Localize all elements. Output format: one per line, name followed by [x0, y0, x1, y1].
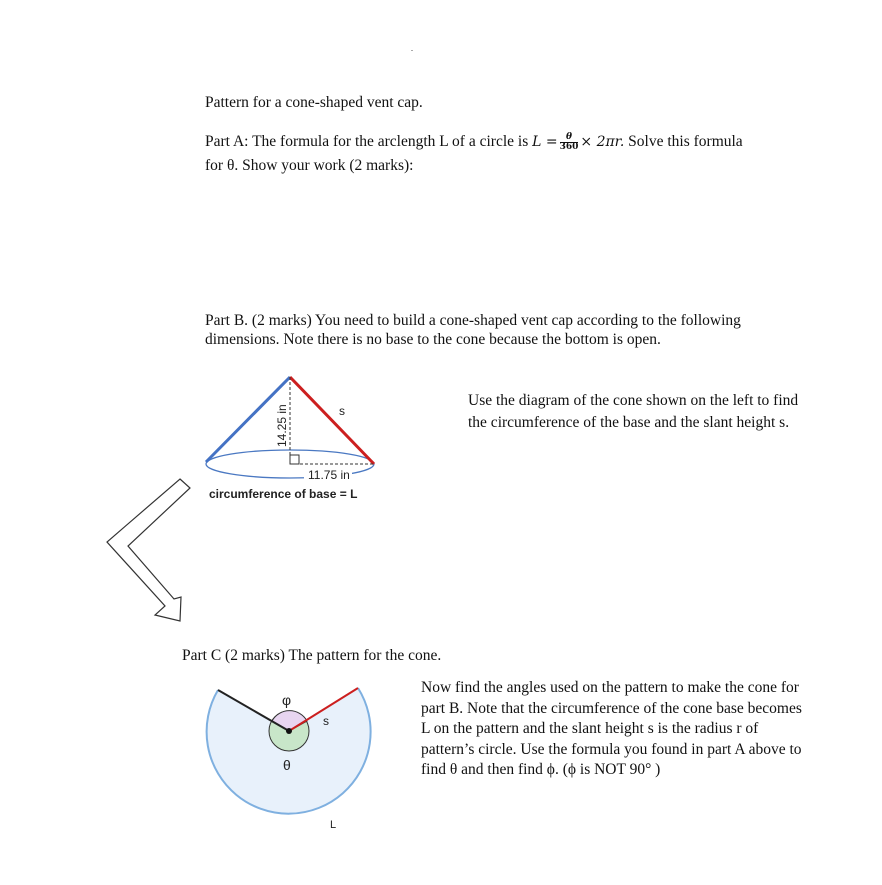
- formula-rhs: × 2πr.: [580, 134, 625, 150]
- radius-label: 11.75 in: [308, 468, 350, 482]
- part-b-line-2: dimensions. Note there is no base to the cone because the bottom is open.: [205, 331, 661, 348]
- part-b-line-1: Part B. (2 marks) You need to build a cone-shaped vent cap according to the following: [205, 312, 741, 329]
- part-a-line-2: for θ. Show your work (2 marks):: [205, 157, 414, 174]
- part-c-heading: Part C (2 marks) The pattern for the cone.: [182, 647, 442, 664]
- part-a-after: Solve this formula: [624, 133, 743, 150]
- arc-label: L: [330, 819, 337, 831]
- phi-label: φ: [282, 692, 292, 708]
- slant-label: s: [339, 404, 345, 418]
- part-b-instruction: Use the diagram of the cone shown on the left to find the circumference of the base and the slant height s.: [468, 392, 799, 431]
- theta-label: θ: [283, 757, 291, 773]
- formula-lhs: L =: [532, 134, 558, 150]
- fraction-numerator: θ: [560, 133, 579, 143]
- base-caption: circumference of base = L: [209, 487, 358, 501]
- s-label: s: [323, 714, 329, 728]
- part-c-instruction: Now find the angles used on the pattern to make the cone for part B. Note that the circumference of the cone base becomes L on the pattern and the slant height s is the radius r of pattern’s circle. Use the formula you found in part A above to find θ and then find ϕ. (ϕ is NOT 90° ): [421, 679, 802, 778]
- height-label: 14.25 in: [275, 404, 289, 447]
- pattern-center: [286, 728, 292, 734]
- part-a-intro: Part A: The formula for the arclength L of a circle is: [205, 133, 533, 150]
- fraction-denominator: 360: [559, 141, 579, 152]
- page-title: Pattern for a cone-shaped vent cap.: [205, 94, 423, 111]
